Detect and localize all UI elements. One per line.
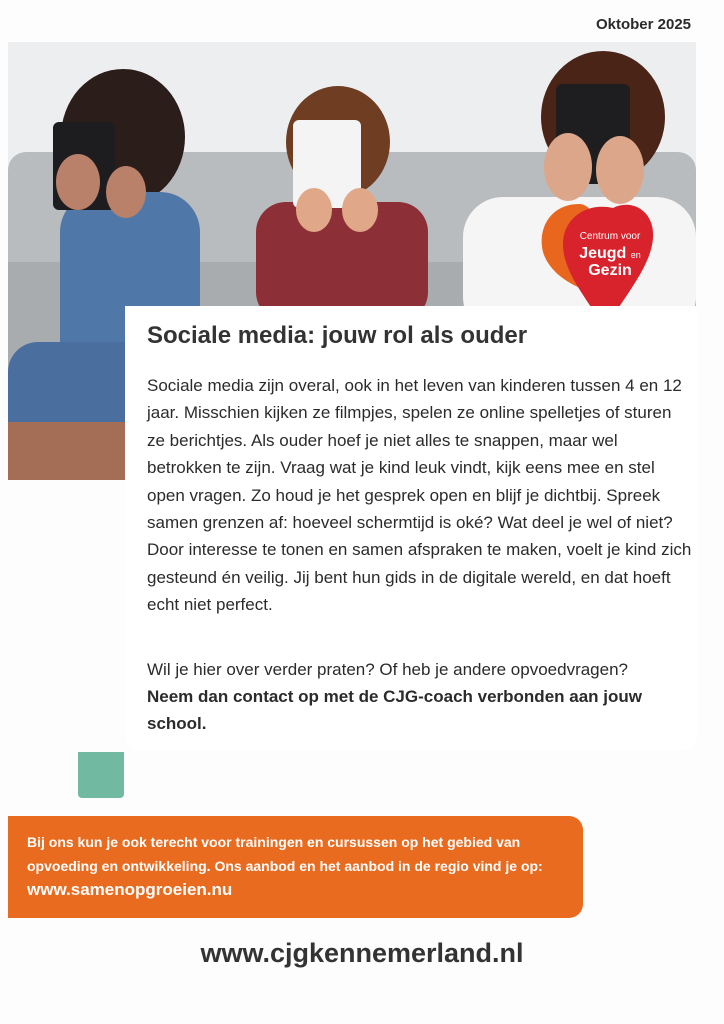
article-contact <box>147 656 697 737</box>
banner-link[interactable]: www.samenopgroeien.nu <box>27 880 233 899</box>
logo-line1: Centrum voor <box>579 231 641 242</box>
footer-link[interactable]: www.cjgkennemerland.nl <box>200 938 524 968</box>
info-banner <box>8 816 583 918</box>
date-label: Oktober 2025 <box>595 16 691 33</box>
accent-square <box>78 752 124 798</box>
contact-cta: Neem dan contact op met de CJG-coach verbonden aan jouw school. <box>147 687 642 733</box>
logo-line3: Gezin <box>588 262 632 279</box>
article-card <box>125 306 697 750</box>
logo-line2-en: en <box>630 250 641 260</box>
logo-line2: Jeugd <box>579 245 627 262</box>
banner-text: Bij ons kun je ook terecht voor trainingen en cursussen op het gebied van opvoeding en ontwikkeling. Ons aanbod en het aanbod in de regio vind je op: <box>27 834 543 874</box>
article-body: Sociale media zijn overal, ook in het leven van kinderen tussen 4 en 12 jaar. Misschien kijken ze filmpjes, spelen ze online spelletjes of sturen ze berichtjes. Als ouder hoef je niet alles te snappen, maar wel betrokken te zijn. Vraag wat je kind leuk vindt, kijk eens mee en stel open vragen. Zo houd je het gesprek open en blijf je dichtbij. Spreek samen grenzen af: hoeveel schermtijd is oké? Wat deel je wel of niet? Door interesse te tonen en samen afspraken te maken, voelt je kind zich gesteund én veilig. Jij bent hun gids in de digitale wereld, en dat hoeft echt niet perfect. <box>147 376 692 615</box>
contact-question: Wil je hier over verder praten? Of heb je andere opvoedvragen? <box>147 660 629 679</box>
article-title: Sociale media: jouw rol als ouder <box>147 322 528 349</box>
